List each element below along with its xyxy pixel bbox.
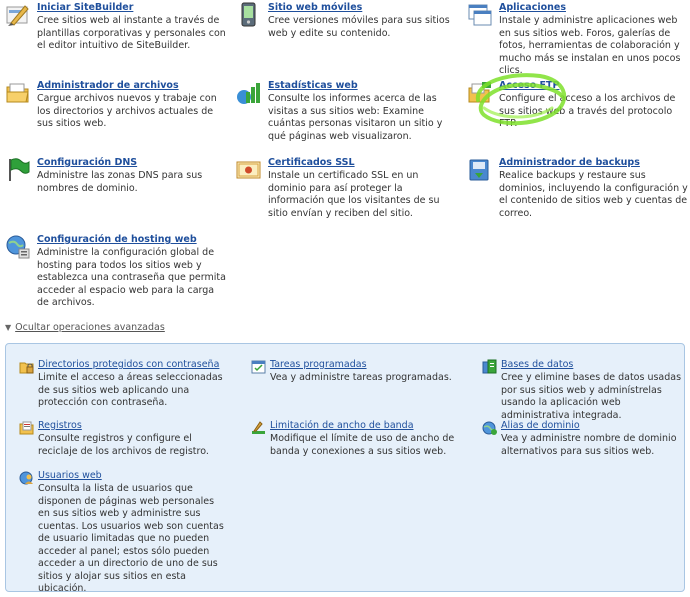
domain-alias-icon [482, 420, 498, 436]
databases-desc: Cree y elimine bases de datos usadas por sus sitios web y adminístrelas usando la aplicación web administrativa integrada. [501, 372, 682, 421]
apps-link[interactable]: Aplicaciones [499, 2, 566, 13]
mobile-phone-icon [236, 2, 262, 28]
filemanager-link[interactable]: Administrador de archivos [37, 80, 179, 91]
backup-icon [467, 157, 493, 183]
applications-icon [467, 2, 493, 28]
folder-icon [5, 80, 31, 106]
logs-link[interactable]: Registros [38, 420, 82, 431]
databases-link[interactable]: Bases de datos [501, 359, 574, 370]
scheduled-tasks-icon [251, 359, 267, 375]
web-users-link[interactable]: Usuarios web [38, 470, 102, 481]
certificate-icon [236, 157, 262, 183]
sitebuilder-icon [5, 2, 31, 28]
mobile-link[interactable]: Sitio web móviles [268, 2, 363, 13]
scheduled-tasks-link[interactable]: Tareas programadas [270, 359, 367, 370]
protected-dirs-link[interactable]: Directorios protegidos con contraseña [38, 359, 220, 370]
hosting-desc: Administre la configuración global de hosting para todos los sitios web y establezca una contraseña que permita acceder al espacio web para la carga de archivos. [37, 247, 226, 308]
web-users-icon [19, 470, 35, 486]
scheduled-tasks-desc: Vea y administre tareas programadas. [270, 372, 452, 383]
dns-desc: Administre las zonas DNS para sus nombres de dominio. [37, 170, 203, 194]
stats-desc: Consulte los informes acerca de las visitas a sus sitios web: Examine cuántas personas visitaron un sitio y qué páginas web visualizaron. [268, 93, 443, 142]
toggle-advanced-operations[interactable] [5, 322, 165, 333]
mobile-desc: Cree versiones móviles para sus sitios web y edite su contenido. [268, 15, 450, 39]
domain-alias-desc: Vea y administre nombre de dominio alternativos para sus sitios web. [501, 433, 677, 457]
backups-desc: Realice backups y restaure sus dominios, incluyendo la configuración y el contenido de sitios web y cuentas de correo. [499, 170, 688, 219]
logs-icon [19, 420, 35, 436]
advanced-operations-panel [5, 343, 685, 592]
ftp-desc: Configure el acceso a los archivos de sus sitios web a través del protocolo FTP. [499, 93, 676, 129]
protected-dirs-desc: Limite el acceso a áreas seleccionadas de sus sitios web aplicando una protección con contraseña. [38, 372, 223, 408]
bandwidth-icon [251, 420, 267, 436]
dns-flag-icon [5, 157, 31, 183]
dns-link[interactable]: Configuración DNS [37, 157, 138, 168]
hosting-link[interactable]: Configuración de hosting web [37, 234, 197, 245]
bandwidth-link[interactable]: Limitación de ancho de banda [270, 420, 414, 431]
sitebuilder-link[interactable]: Iniciar SiteBuilder [37, 2, 134, 13]
logs-desc: Consulte registros y configure el reciclaje de los archivos de registro. [38, 433, 209, 457]
triangle-down-icon: ▼ [5, 323, 12, 332]
filemanager-desc: Cargue archivos nuevos y trabaje con los directorios y archivos actuales de sus sitios web. [37, 93, 217, 129]
domain-alias-link[interactable]: Alias de dominio [501, 420, 580, 431]
statistics-icon [236, 80, 262, 106]
apps-desc: Instale y administre aplicaciones web en sus sitios web. Foros, galerías de fotos, herramientas de colaboración y mucho más se instalan en unos pocos clics. [499, 15, 681, 76]
backups-link[interactable]: Administrador de backups [499, 157, 640, 168]
ftp-link[interactable]: Acceso FTP [499, 80, 560, 91]
database-icon [482, 359, 498, 375]
web-users-desc: Consulta la lista de usuarios que disponen de páginas web personales en sus sitios web y administre sus cuentas. Los usuarios web son cuentas de usuario limitadas que no pueden acceder al panel; estos sólo pueden acceder a un directorio de uno de sus sitios y alojar sus sitios en esta ubicación. [38, 483, 224, 594]
lock-folder-icon [19, 359, 35, 375]
ssl-desc: Instale un certificado SSL en un dominio para así proteger la información que los visitantes de su sitio envían y reciben del sitio. [268, 170, 440, 219]
ssl-link[interactable]: Certificados SSL [268, 157, 355, 168]
bandwidth-desc: Modifique el límite de uso de ancho de banda y conexiones a sus sitios web. [270, 433, 455, 457]
stats-link[interactable]: Estadísticas web [268, 80, 358, 91]
toggle-advanced-label: Ocultar operaciones avanzadas [15, 322, 165, 333]
hosting-globe-icon [5, 234, 31, 260]
sitebuilder-desc: Cree sitios web al instante a través de plantillas corporativas y personales con el editor intuitivo de SiteBuilder. [37, 15, 226, 51]
ftp-icon [467, 80, 493, 106]
